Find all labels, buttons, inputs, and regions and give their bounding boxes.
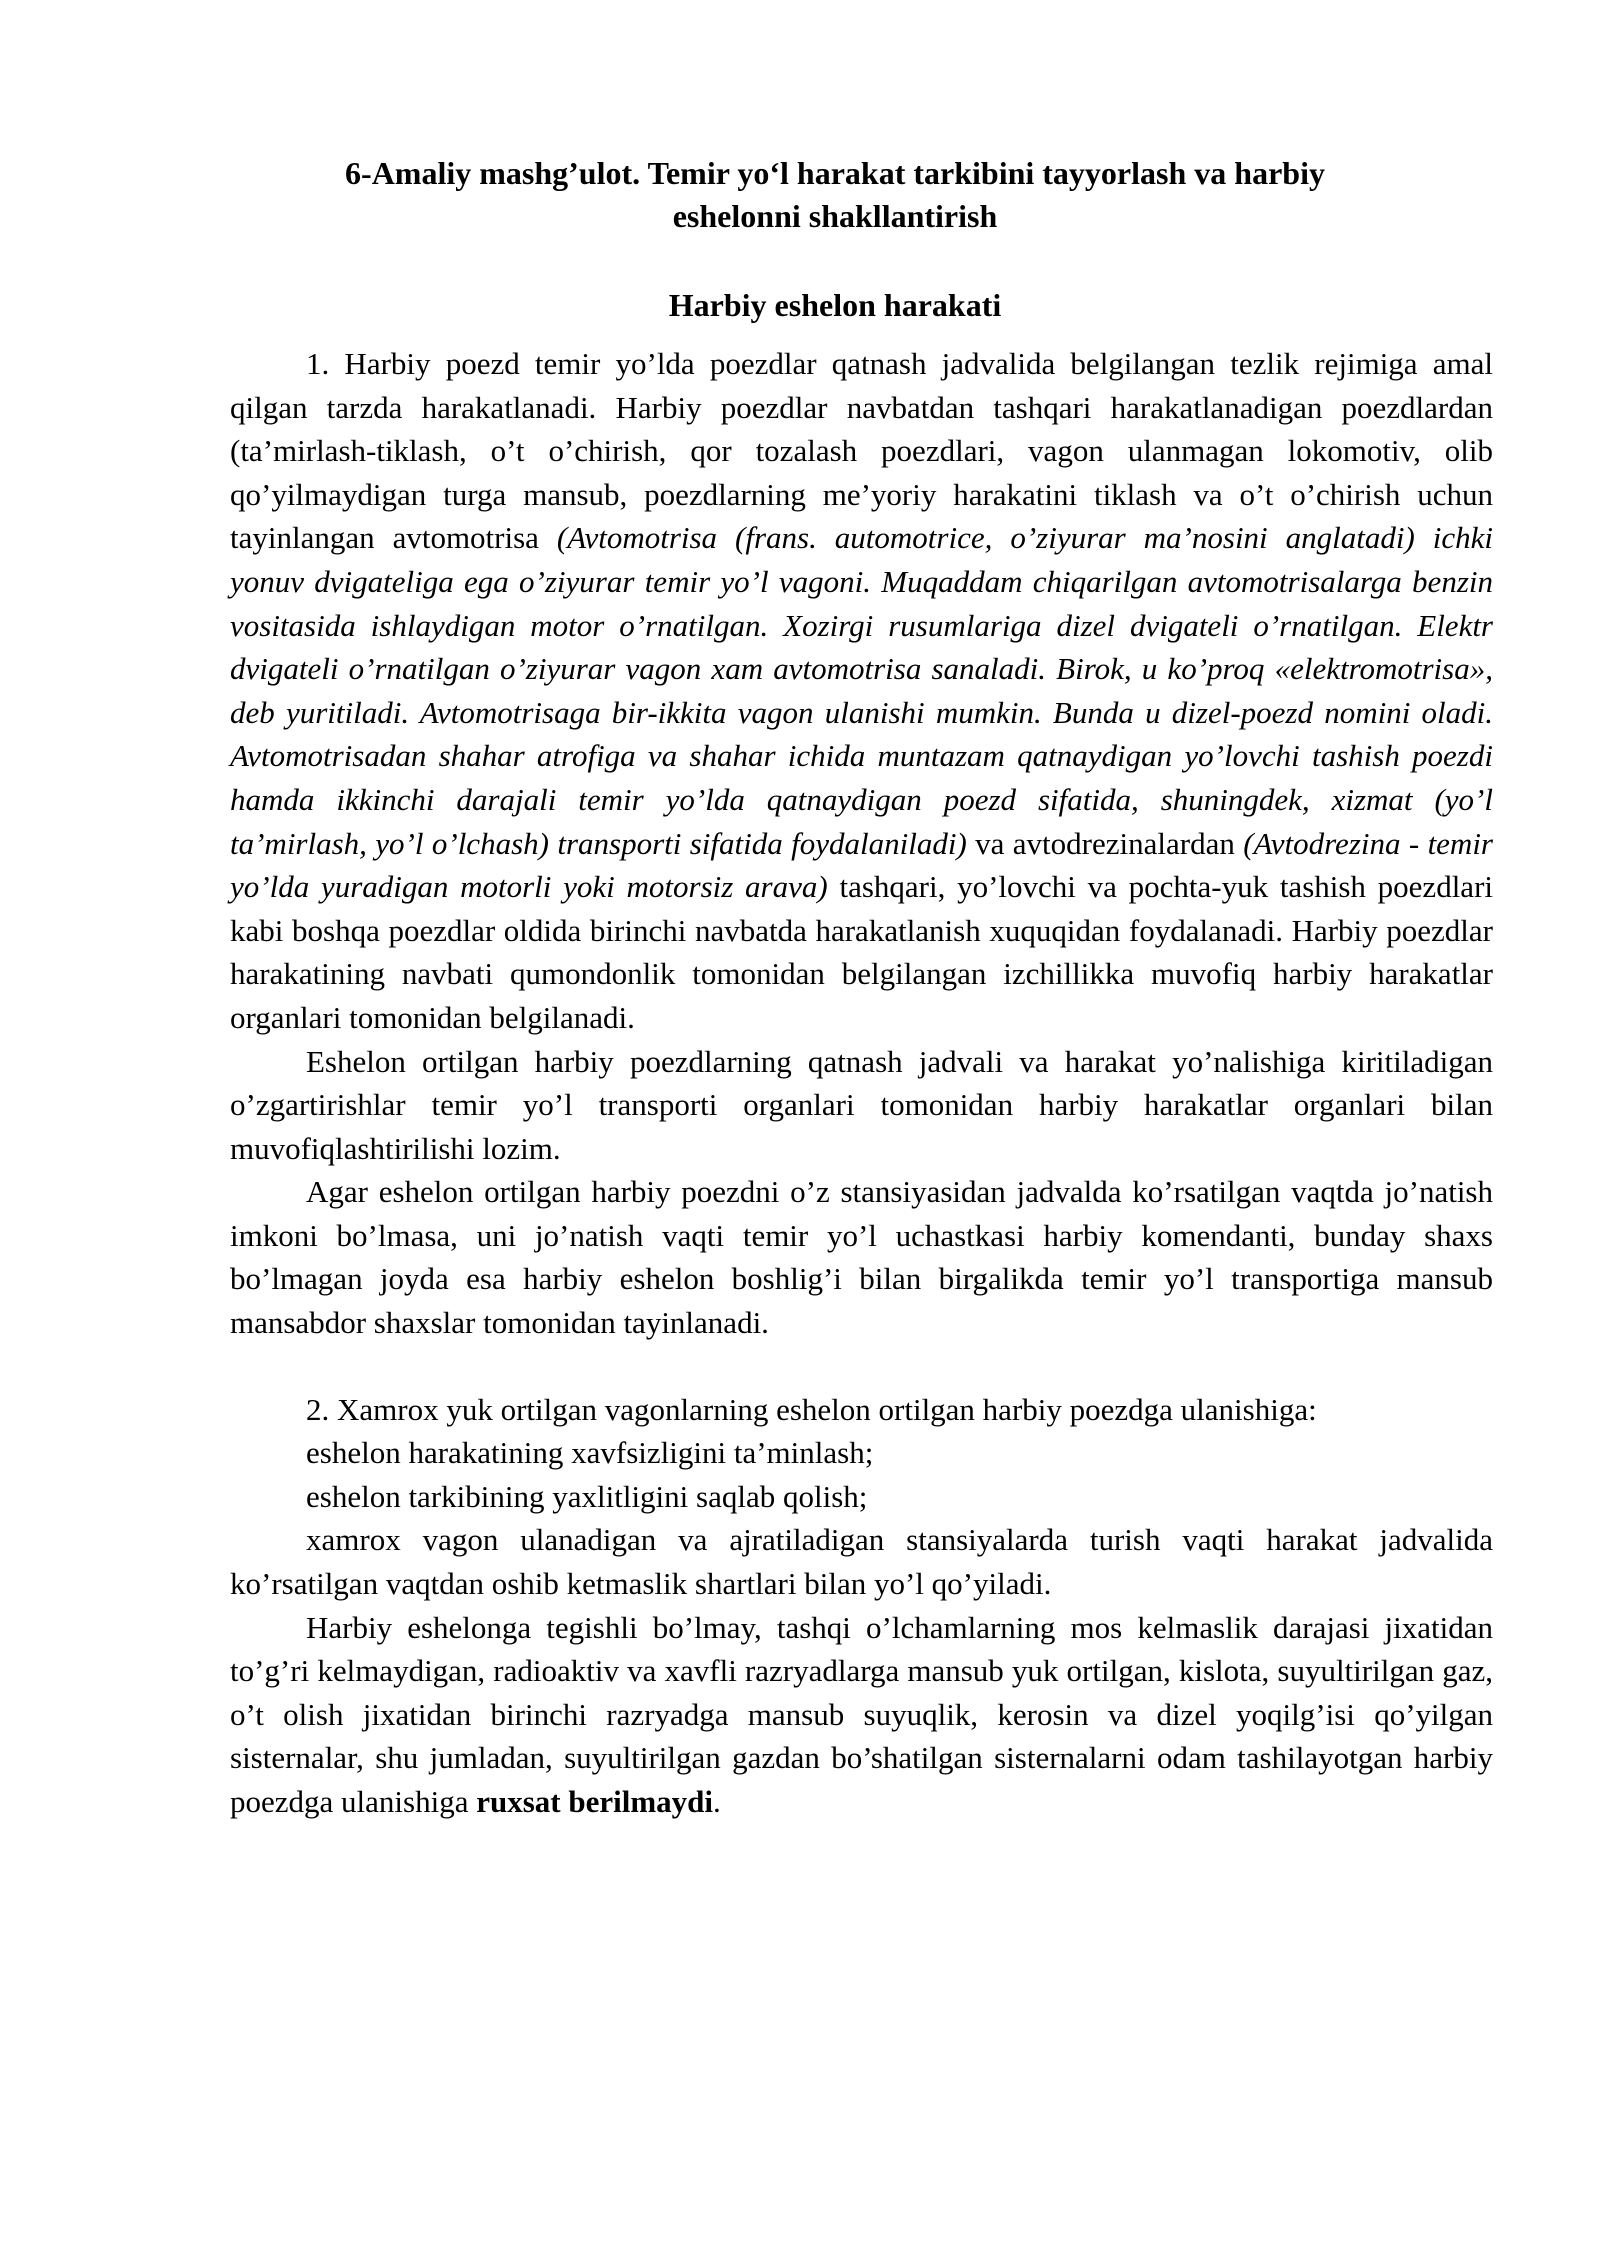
paragraph-5-emphasis: ruxsat berilmaydi (476, 1784, 714, 1819)
paragraph-1-text-a: 1. Harbiy poezd temir yo’lda poezdlar qatnash jadvalida belgilangan tezlik rejimiga amal qilgan tarzda harakatlanadi. Harbiy poezdlar navbatdan tashqari harakatlanadigan poezdlardan (ta’mirlash-tiklash, o’t o’chirish, qor tozalash poezdlari, vagon ulanmagan lokomotiv, olib qo’yilmaydigan turga mansub, poezdlarning me’yoriy harakatini tiklash va o’t o’chirish uchun tayinlangan avtomotrisa (230, 346, 1493, 556)
list-item: xamrox vagon ulanadigan va ajratiladigan stansiyalarda turish vaqti harakat jadvalida ko’rsatilgan vaqtdan oshib ketmaslik shartlari bilan yo’l qo’yiladi. (230, 1522, 1493, 1602)
paragraph-1-text-c: va avtodrezinalardan (966, 825, 1244, 861)
paragraph-5 (230, 1606, 1493, 1824)
paragraph-4: 2. Xamrox yuk ortilgan vagonlarning eshelon ortilgan harbiy poezdga ulanishiga: (306, 1391, 1317, 1427)
list-item: eshelon tarkibining yaxlitligini saqlab qolish; (306, 1478, 868, 1514)
paragraph-5-text-a: Harbiy eshelonga tegishli bo’lmay, tashqi o’lchamlarning mos kelmaslik darajasi jixatidan to’g’ri kelmaydigan, radioaktiv va xavfli razryadlarga mansub yuk ortilgan, kislota, suyultirilgan gaz, o’t olish jixatidan birinchi razryadga mansub suyuqlik, kerosin va dizel yoqilg’isi qo’yilgan sisternalar, shu jumladan, suyultirilgan gazdan bo’shatilgan sisternalarni odam tashilayotgan harbiy poezdga ulanishiga (230, 1609, 1493, 1819)
paragraph-1 (230, 342, 1493, 1040)
paragraph-5-text-c: . (713, 1784, 721, 1819)
paragraph-3: Agar eshelon ortilgan harbiy poezdni o’z stansiyasidan jadvalda ko’rsatilgan vaqtda jo’natish imkoni bo’lmasa, uni jo’natish vaqti temir yo’l uchastkasi harbiy komendanti, bunday shaxs bo’lmagan joyda esa harbiy eshelon boshlig’i bilan birgalikda temir yo’l transportiga mansub mansabdor shaxslar tomonidan tayinlanadi. (230, 1174, 1493, 1341)
page-title (230, 152, 1440, 238)
section-title: Harbiy eshelon harakati (668, 287, 1002, 323)
document-body (230, 342, 1493, 1824)
paragraph-1-text-e: tashqari, yo’lovchi va pochta-yuk tashish poezdlari kabi boshqa poezdlar oldida birinchi navbatda harakatlanish xuquqidan foydalanadi. Harbiy poezdlar harakatining navbati qumondonlik tomonidan belgilangan izchillikka muvofiq harbiy harakatlar organlari tomonidan belgilanadi. (230, 869, 1494, 1035)
title-line-2: eshelonni shakllantirish (672, 198, 998, 234)
paragraph-1-note-avtomotrisa: (Avtomotrisa (frans. automotrice, o’ziyurar ma’nosini anglatadi) ichki yonuv dvigateliga ega o’ziyurar temir yo’l vagoni. Muqaddam chiqarilgan avtomotrisalarga benzin vositasida ishlaydigan motor o’rnatilgan. Xozirgi rusumlariga dizel dvigateli o’rnatilgan. Elektr dvigateli o’rnatilgan o’ziyurar vagon xam avtomotrisa sanaladi. Birok, u ko’proq «elektromotrisa», deb yuritiladi. Avtomotrisaga bir-ikkita vagon ulanishi mumkin. Bunda u dizel-poezd nomini oladi. Avtomotrisadan shahar atrofiga va shahar ichida muntazam qatnaydigan yo’lovchi tashish poezdi hamda ikkinchi darajali temir yo’lda qatnaydigan poezd sifatida, shuningdek, xizmat (yo’l ta’mirlash, yo’l o’lchash) transporti sifatida foydalaniladi) (230, 520, 1493, 861)
paragraph-1-note-avtodrezina: (Avtodrezina - temir yo’lda yuradigan motorli yoki motorsiz arava) (230, 825, 1493, 905)
paragraph-2: Eshelon ortilgan harbiy poezdlarning qatnash jadvali va harakat yo’nalishiga kiritiladigan o’zgartirishlar temir yo’l transporti organlari tomonidan harbiy harakatlar organlari bilan muvofiqlashtirilishi lozim. (230, 1043, 1493, 1166)
list-item: eshelon harakatining xavfsizligini ta’minlash; (306, 1435, 874, 1471)
title-line-1: 6-Amaliy mashg’ulot. Temir yo‘l harakat tarkibini tayyorlash va harbiy (345, 155, 1325, 191)
